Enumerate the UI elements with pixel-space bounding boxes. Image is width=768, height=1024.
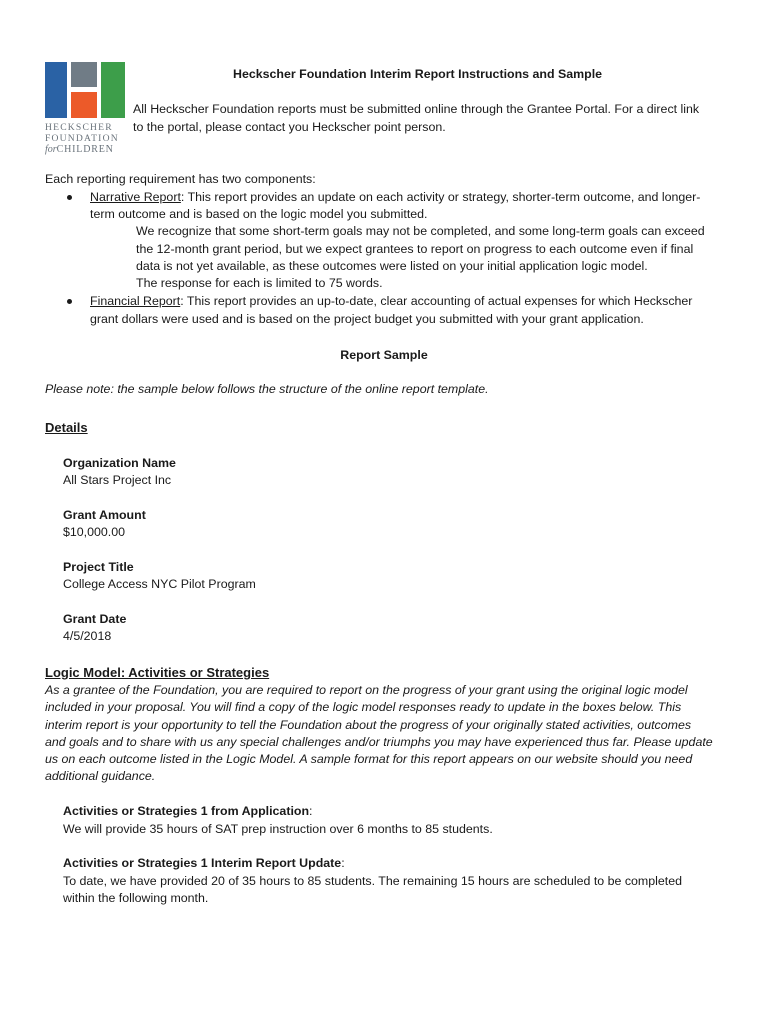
intro-line-2: to the portal, please contact you Heckscher point person. [133, 120, 446, 134]
activity-1-colon: : [309, 804, 313, 818]
field-label-project-title: Project Title [63, 560, 134, 574]
update-1-colon: : [341, 856, 345, 870]
logic-para-line-6: additional guidance. [45, 769, 156, 783]
narrative-line-2: term outcome and is based on the logic model you submitted. [90, 207, 428, 221]
logic-para-line-3: interim report is your opportunity to tell the Foundation about the progress of your originally stated activities, outcomes [45, 718, 692, 732]
field-value-grant-date: 4/5/2018 [63, 629, 112, 643]
logo-orange-block [71, 92, 97, 118]
financial-line-1 [90, 293, 692, 310]
field-value-organization: All Stars Project Inc [63, 473, 172, 487]
logic-para-line-2: included in your proposal. You will find a copy of the logic model responses ready to update in the boxes below. This [45, 700, 682, 714]
logo-word-heckscher: HECKSCHER [45, 122, 113, 133]
activity-1-value: We will provide 35 hours of SAT prep instruction over 6 months to 85 students. [63, 822, 493, 836]
logo-word-for: for [45, 144, 57, 155]
narrative-sub-3: data is not yet available, as these outcomes were listed on your initial application logic model. [136, 259, 648, 273]
update-1-label: Activities or Strategies 1 Interim Report Update [63, 856, 342, 870]
logic-para-line-5: us on each outcome listed in the Logic Model. A sample format for this report appears on our website should you need [45, 752, 693, 766]
update-1-label-row [63, 855, 345, 872]
narrative-sub-2: the 12-month grant period, but we expect grantees to report on progress to each outcome even if final [136, 242, 694, 256]
field-label-organization: Organization Name [63, 456, 176, 470]
narrative-sub-4: The response for each is limited to 75 words. [136, 276, 383, 290]
logo-green-block [101, 62, 125, 118]
bullet-narrative [67, 195, 72, 200]
logo-word-children [45, 144, 127, 156]
details-heading: Details [45, 420, 88, 435]
bullet-financial [67, 299, 72, 304]
logo-word-children-text: CHILDREN [56, 144, 114, 155]
intro-line-1: All Heckscher Foundation reports must be submitted online through the Grantee Portal. For a direct link [133, 102, 700, 116]
activity-1-label-row [63, 803, 313, 820]
financial-line-1-text: : This report provides an up-to-date, clear accounting of actual expenses for which Heckscher [180, 294, 693, 308]
financial-line-2: grant dollars were used and is based on the project budget you submitted with your grant application. [90, 312, 644, 326]
update-1-value-line-1: To date, we have provided 20 of 35 hours to 85 students. The remaining 15 hours are scheduled to be completed [63, 874, 683, 888]
narrative-line-1 [90, 189, 700, 206]
logo-word-foundation: FOUNDATION [45, 133, 119, 144]
activity-1-label: Activities or Strategies 1 from Application [63, 804, 310, 818]
logic-para-line-1: As a grantee of the Foundation, you are required to report on the progress of your grant using the original logic model [45, 683, 688, 697]
report-sample-title: Report Sample [340, 348, 428, 362]
logic-model-heading: Logic Model: Activities or Strategies [45, 665, 270, 680]
logic-para-line-4: and goals and to share with us any special challenges and/or triumphs you may have experienced thus far. Please update [45, 735, 713, 749]
logo-gray-block [71, 62, 97, 87]
financial-report-label: Financial Report [90, 294, 181, 308]
field-value-grant-amount: $10,000.00 [63, 525, 126, 539]
narrative-sub-1: We recognize that some short-term goals may not be completed, and some long-term goals can exceed [136, 224, 705, 238]
logo-mark [45, 62, 125, 118]
logo-wordmark [45, 122, 127, 156]
field-label-grant-amount: Grant Amount [63, 508, 146, 522]
sample-note: Please note: the sample below follows the structure of the online report template. [45, 382, 489, 396]
field-label-grant-date: Grant Date [63, 612, 127, 626]
narrative-report-label: Narrative Report [90, 190, 181, 204]
field-value-project-title: College Access NYC Pilot Program [63, 577, 256, 591]
update-1-value-line-2: within the following month. [63, 891, 209, 905]
page-title: Heckscher Foundation Interim Report Instructions and Sample [233, 67, 603, 81]
narrative-line-1-text: : This report provides an update on each activity or strategy, shorter-term outcome, and longer- [180, 190, 701, 204]
requirements-lead: Each reporting requirement has two components: [45, 172, 316, 186]
heckscher-logo [45, 62, 127, 156]
logo-blue-block [45, 62, 67, 118]
